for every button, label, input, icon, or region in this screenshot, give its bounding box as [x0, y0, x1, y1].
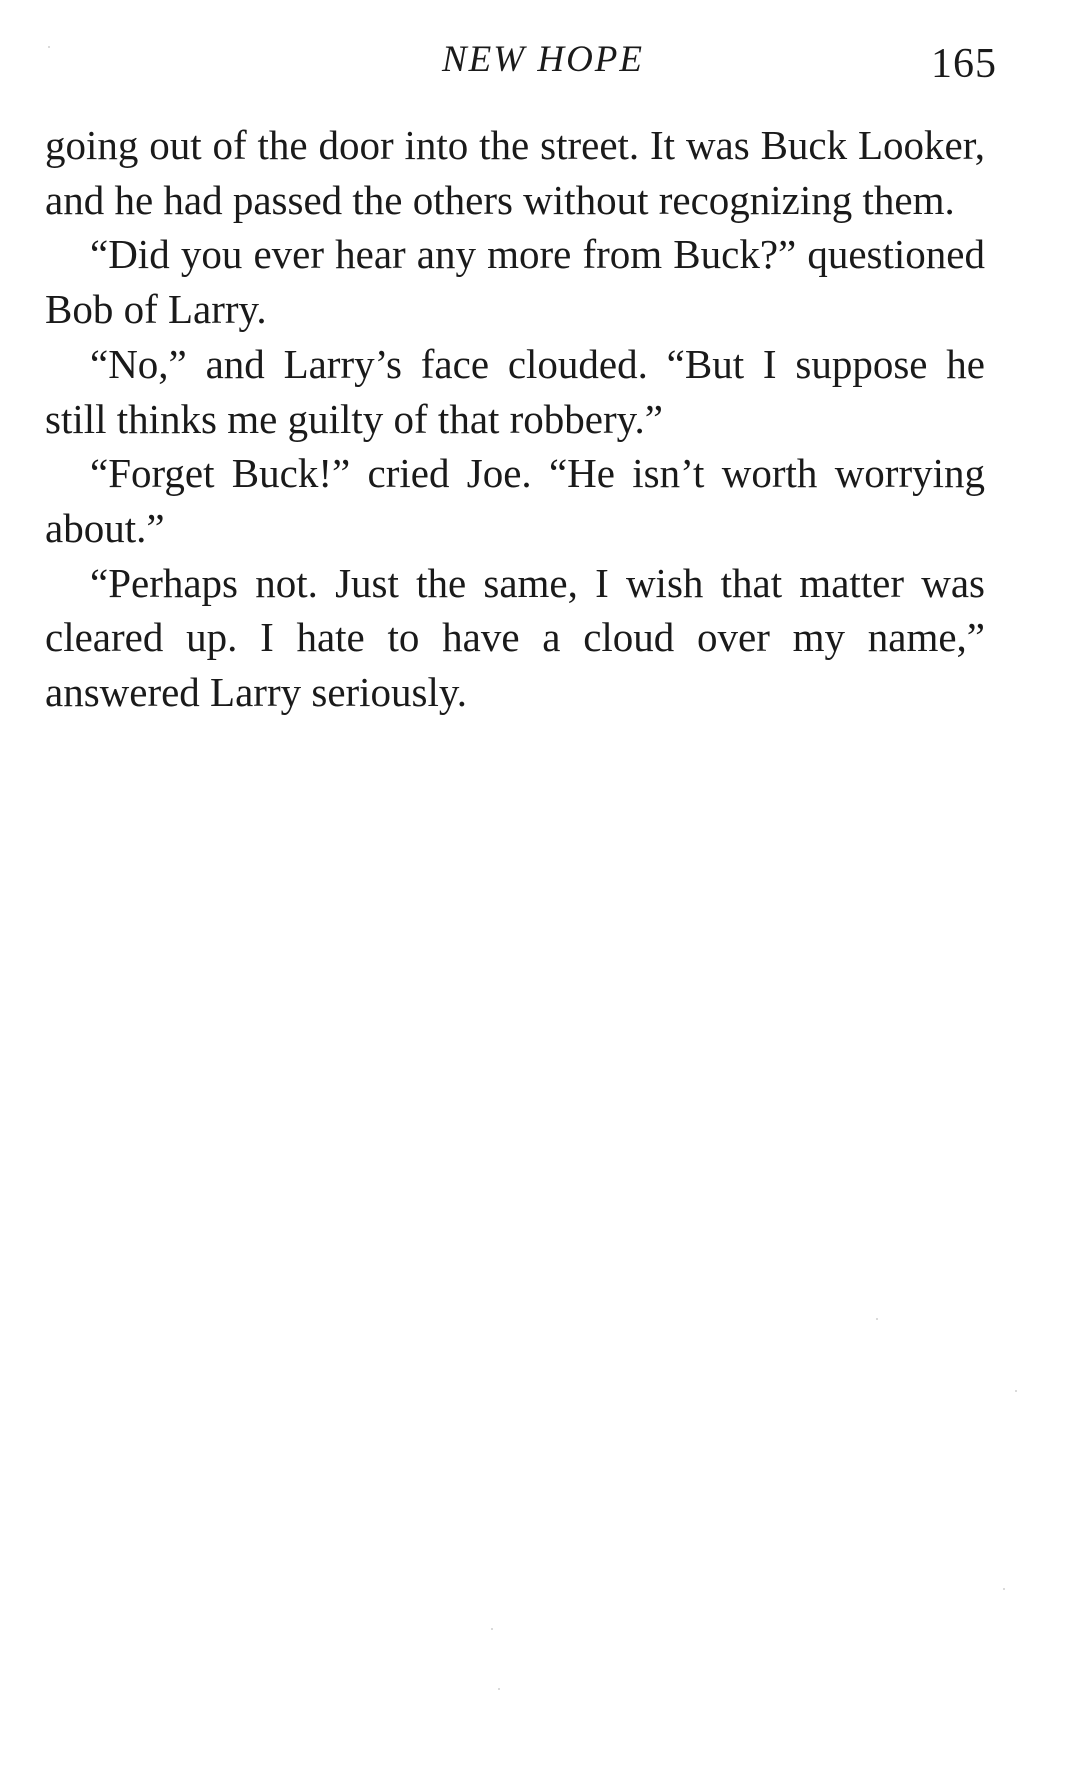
- paper-speck: [48, 46, 50, 48]
- running-title: NEW HOPE: [442, 39, 644, 80]
- paper-speck: [498, 1688, 500, 1690]
- paragraph: “Did you ever hear any more from Buck?” questioned Bob of Larry.: [45, 231, 985, 333]
- paragraph: “Perhaps not. Just the same, I wish that matter was cleared up. I hate to have a cloud over my name,” answered Larry seriously.: [45, 559, 985, 716]
- paper-speck: [491, 1628, 493, 1630]
- running-head: [0, 34, 1086, 87]
- body-text: [45, 118, 985, 720]
- page-number: 165: [931, 41, 997, 87]
- paper-speck: [876, 1318, 878, 1320]
- paper-speck: [1003, 1588, 1005, 1590]
- paragraph: “Forget Buck!” cried Joe. “He isn’t worth worrying about.”: [45, 450, 985, 551]
- paper-speck: [1015, 1390, 1017, 1392]
- paragraph: “No,” and Larry’s face clouded. “But I suppose he still thinks me guilty of that robbery.”: [45, 340, 985, 442]
- paragraph-continuation: going out of the door into the street. It was Buck Looker, and he had passed the others without recognizing them.: [45, 122, 985, 223]
